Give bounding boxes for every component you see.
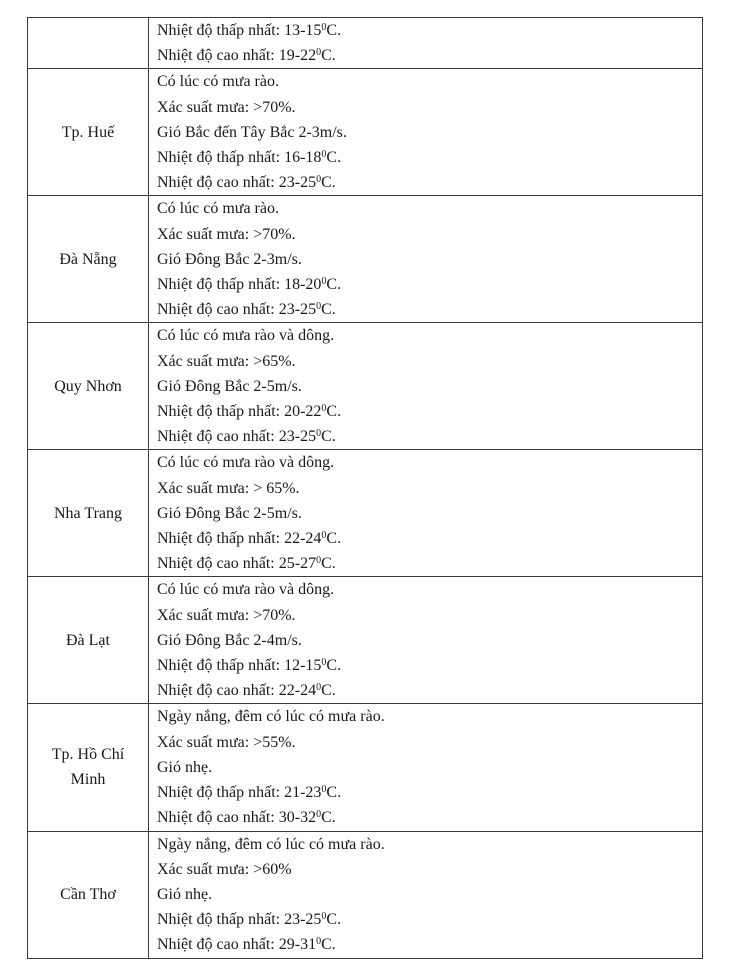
forecast-line [157,69,702,94]
table-row [28,323,703,450]
weather-forecast-table [27,17,703,959]
table-row [28,450,703,577]
degree-superscript: 0 [321,403,327,415]
forecast-text: Nhiệt độ cao nhất: 22-24 [157,682,317,700]
degree-superscript: 0 [316,555,322,567]
forecast-text: Ngày nắng, đêm có lúc có mưa rào. [157,835,385,853]
forecast-text: Nhiệt độ thấp nhất: 23-25 [157,911,322,929]
forecast-text: Nhiệt độ thấp nhất: 20-22 [157,403,322,421]
degree-superscript: 0 [321,911,327,923]
unit-suffix: C. [321,47,336,65]
table-row [28,577,703,704]
unit-suffix: C. [321,555,336,573]
forecast-text: Nhiệt độ thấp nhất: 21-23 [157,784,322,802]
degree-superscript: 0 [321,22,327,33]
forecast-line [157,399,702,424]
forecast-line [157,476,702,501]
forecast-line [157,18,702,43]
forecast-text: Xác suất mưa: >70%. [157,225,296,243]
forecast-text: Nhiệt độ cao nhất: 19-22 [157,47,317,65]
forecast-text: Gió Đông Bắc 2-5m/s. [157,377,302,395]
forecast-line [157,882,702,907]
unit-suffix: C. [326,784,342,802]
unit-suffix: C. [321,428,336,446]
forecast-text: Nhiệt độ thấp nhất: 12-15 [157,657,322,675]
forecast-cell [149,450,703,577]
forecast-text: Gió nhẹ. [157,885,213,903]
degree-superscript: 0 [316,174,322,186]
forecast-cell [149,577,703,704]
forecast-line [157,577,702,602]
unit-suffix: C. [326,149,342,167]
forecast-line [157,501,702,526]
table-row [28,704,703,831]
forecast-text: Xác suất mưa: >55%. [157,733,296,751]
unit-suffix: C. [321,936,336,954]
forecast-line [157,272,702,297]
city-cell: Tp. Huế [28,69,149,196]
forecast-text: Nhiệt độ cao nhất: 25-27 [157,555,317,573]
city-cell [28,18,149,69]
forecast-line [157,349,702,374]
unit-suffix: C. [326,276,342,294]
city-cell: Nha Trang [28,450,149,577]
forecast-text: Có lúc có mưa rào và dông. [157,327,335,345]
forecast-text: Gió Đông Bắc 2-5m/s. [157,504,302,522]
table-row [28,18,703,69]
forecast-line [157,526,702,551]
forecast-text: Nhiệt độ cao nhất: 23-25 [157,428,317,446]
forecast-text: Nhiệt độ thấp nhất: 22-24 [157,530,322,548]
unit-suffix: C. [321,809,336,827]
unit-suffix: C. [326,911,342,929]
forecast-text: Có lúc có mưa rào và dông. [157,454,335,472]
unit-suffix: C. [326,657,342,675]
forecast-line [157,704,702,729]
unit-suffix: C. [321,174,336,192]
forecast-text: Ngày nắng, đêm có lúc có mưa rào. [157,708,385,726]
forecast-line [157,297,702,322]
forecast-line [157,95,702,120]
unit-suffix: C. [326,403,342,421]
forecast-line [157,653,702,678]
forecast-line [157,120,702,145]
forecast-line [157,907,702,932]
forecast-text: Gió Đông Bắc 2-4m/s. [157,631,302,649]
degree-superscript: 0 [321,530,327,542]
forecast-cell [149,18,703,69]
unit-suffix: C. [321,682,336,700]
forecast-text: Có lúc có mưa rào. [157,200,279,218]
forecast-text: Nhiệt độ cao nhất: 29-31 [157,936,317,954]
city-cell: Quy Nhơn [28,323,149,450]
degree-superscript: 0 [321,657,327,669]
forecast-text: Có lúc có mưa rào. [157,73,279,91]
forecast-line [157,857,702,882]
forecast-text: Nhiệt độ cao nhất: 23-25 [157,301,317,319]
unit-suffix: C. [321,301,336,319]
forecast-line [157,628,702,653]
forecast-line [157,170,702,195]
degree-superscript: 0 [316,682,322,694]
forecast-text: Xác suất mưa: > 65%. [157,479,300,497]
degree-superscript: 0 [321,149,327,161]
forecast-line [157,43,702,68]
forecast-text: Nhiệt độ thấp nhất: 16-18 [157,149,322,167]
forecast-text: Xác suất mưa: >70%. [157,606,296,624]
forecast-text: Xác suất mưa: >60% [157,860,292,878]
forecast-line [157,374,702,399]
forecast-line [157,755,702,780]
forecast-line [157,730,702,755]
unit-suffix: C. [326,22,342,39]
forecast-line [157,551,702,576]
forecast-text: Xác suất mưa: >65%. [157,352,296,370]
forecast-line [157,145,702,170]
forecast-line [157,247,702,272]
forecast-line [157,450,702,475]
unit-suffix: C. [326,530,342,548]
forecast-line [157,832,702,857]
degree-superscript: 0 [316,428,322,440]
forecast-cell [149,196,703,323]
forecast-line [157,424,702,449]
forecast-line [157,323,702,348]
degree-superscript: 0 [316,301,322,313]
forecast-line [157,196,702,221]
forecast-text: Nhiệt độ cao nhất: 30-32 [157,809,317,827]
degree-superscript: 0 [316,47,322,59]
forecast-cell [149,323,703,450]
forecast-text: Nhiệt độ thấp nhất: 13-15 [157,22,322,39]
forecast-text: Gió Đông Bắc 2-3m/s. [157,250,302,268]
forecast-text: Xác suất mưa: >70%. [157,98,296,116]
degree-superscript: 0 [316,809,322,821]
table-row [28,196,703,323]
degree-superscript: 0 [316,936,322,948]
forecast-text: Nhiệt độ thấp nhất: 18-20 [157,276,322,294]
table-row [28,69,703,196]
city-cell: Đà Nẵng [28,196,149,323]
city-cell: Cần Thơ [28,831,149,958]
forecast-text: Gió nhẹ. [157,758,213,776]
forecast-text: Có lúc có mưa rào và dông. [157,581,335,599]
forecast-text: Nhiệt độ cao nhất: 23-25 [157,174,317,192]
forecast-line [157,805,702,830]
degree-superscript: 0 [321,276,327,288]
forecast-line [157,780,702,805]
forecast-cell [149,704,703,831]
city-cell: Tp. Hồ Chí Minh [28,704,149,831]
forecast-line [157,932,702,957]
forecast-cell [149,69,703,196]
forecast-line [157,678,702,703]
forecast-cell [149,831,703,958]
table-body [28,18,703,959]
forecast-text: Gió Bắc đến Tây Bắc 2-3m/s. [157,123,347,141]
forecast-line [157,603,702,628]
degree-superscript: 0 [321,784,327,796]
forecast-line [157,222,702,247]
table-row [28,831,703,958]
city-cell: Đà Lạt [28,577,149,704]
